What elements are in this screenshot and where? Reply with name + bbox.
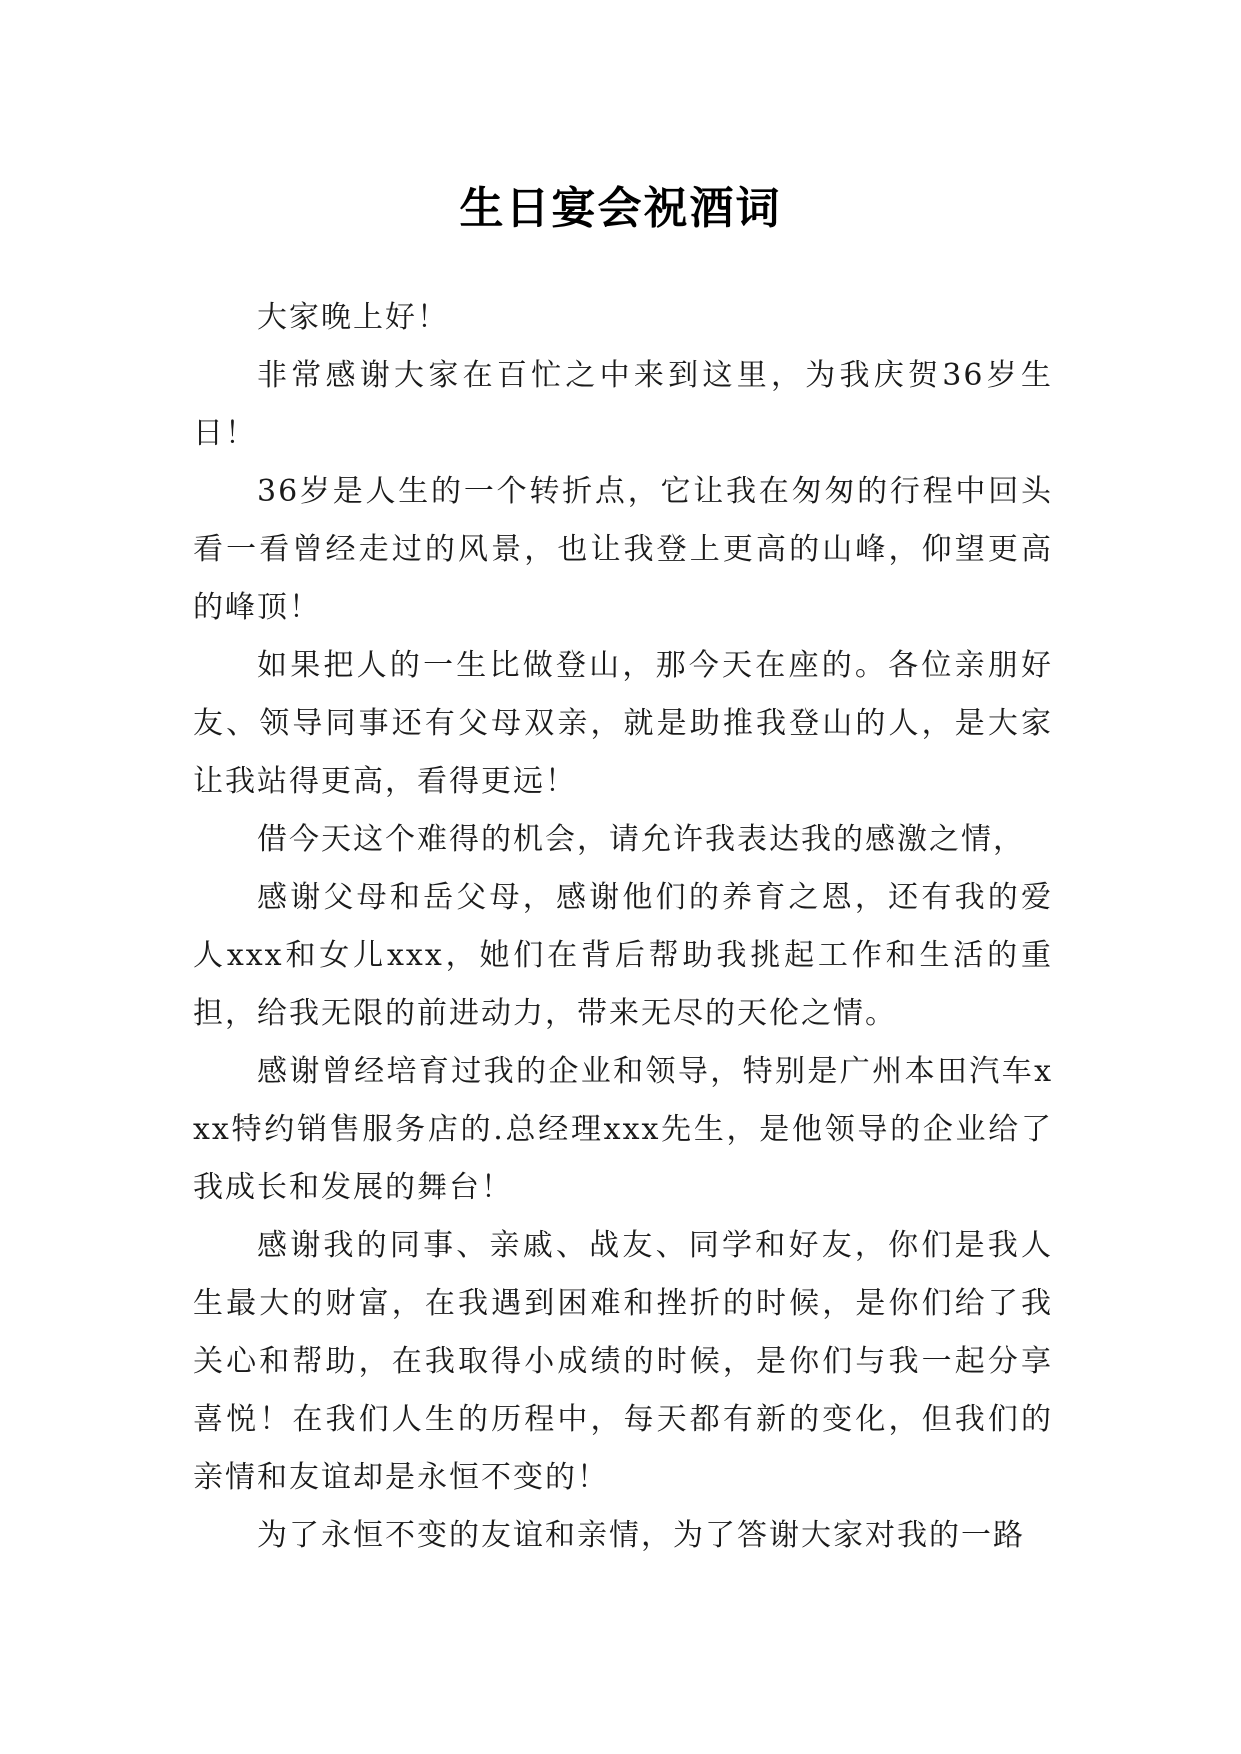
paragraph-closing: 为了永恒不变的友谊和亲情，为了答谢大家对我的一路 — [257, 1518, 1025, 1553]
document-body — [193, 289, 1053, 1565]
paragraph-greeting: 大家晚上好！ — [257, 300, 449, 335]
paragraph-thanks-company: 感谢曾经培育过我的企业和领导，特别是广州本田汽车xxx特约销售服务店的.总经理xxx先生，是他领导的企业给了我成长和发展的舞台！ — [193, 1054, 1053, 1205]
paragraph-mountain-climbing: 如果把人的一生比做登山，那今天在座的。各位亲朋好友、领导同事还有父母双亲，就是助推我登山的人，是大家让我站得更高，看得更远！ — [193, 648, 1053, 799]
paragraph-gratitude-intro: 借今天这个难得的机会，请允许我表达我的感激之情， — [257, 822, 1025, 857]
paragraph-turning-point: 36岁是人生的一个转折点，它让我在匆匆的行程中回头看一看曾经走过的风景，也让我登上更高的山峰，仰望更高的峰顶！ — [193, 474, 1053, 625]
document-title: 生日宴会祝酒词 — [459, 183, 782, 235]
paragraph-thanks-friends: 感谢我的同事、亲戚、战友、同学和好友，你们是我人生最大的财富，在我遇到困难和挫折的时候，是你们给了我关心和帮助，在我取得小成绩的时候，是你们与我一起分享喜悦！在我们人生的历程中，每天都有新的变化，但我们的亲情和友谊却是永恒不变的！ — [193, 1228, 1053, 1495]
paragraph-thanks-attendance: 非常感谢大家在百忙之中来到这里，为我庆贺36岁生日！ — [193, 358, 1053, 451]
paragraph-thanks-family: 感谢父母和岳父母，感谢他们的养育之恩，还有我的爱人xxx和女儿xxx，她们在背后帮助我挑起工作和生活的重担，给我无限的前进动力，带来无尽的天伦之情。 — [193, 880, 1053, 1031]
